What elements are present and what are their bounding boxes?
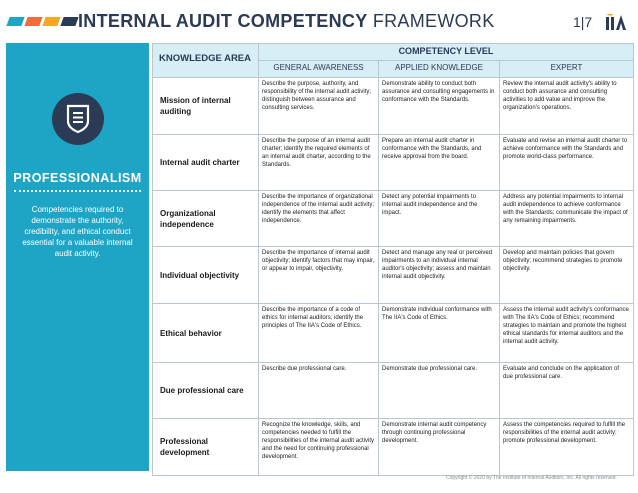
copyright-footer: Copyright © 2020 by The Institute of Internal Auditors, Inc. All rights reserved. [446, 475, 617, 481]
applied-knowledge-cell: Detect any potential impairments to internal audit independence and the impact. [379, 191, 500, 247]
general-awareness-cell: Describe the purpose, authority, and responsibility of the internal audit activity; distinguish between assurance and consulting services. [259, 78, 379, 135]
iia-logo-icon [603, 12, 629, 32]
knowledge-area: Ethical behavior [153, 304, 259, 363]
level-applied-header: APPLIED KNOWLEDGE [379, 61, 500, 78]
expert-cell: Review the internal audit activity's ability to conduct both assurance and consulting activities to add value and improve the organization's operations. [500, 78, 634, 135]
dotted-divider [14, 190, 141, 192]
knowledge-area: Mission of internal auditing [153, 78, 259, 135]
general-awareness-cell: Describe the importance of internal audit objectivity; identify factors that may impair, or appear to impair, objectivity. [259, 247, 379, 304]
page-header [0, 0, 638, 40]
knowledge-area: Professional development [153, 419, 259, 476]
stripe-blue [6, 17, 24, 26]
side-description: Competencies required to demonstrate the authority, credibility, and ethical conduct essential for a valuable internal audit activity. [22, 205, 133, 258]
side-title: PROFESSIONALISM [13, 171, 142, 185]
level-expert-header: EXPERT [500, 61, 634, 78]
expert-cell: Address any potential impairments to internal audit independence to achieve conformance with the Standards; communicate the impact of any remaining impairments. [500, 191, 634, 247]
table-row [153, 247, 634, 304]
title-light: FRAMEWORK [372, 11, 495, 31]
expert-cell: Assess the competencies required to fulfill the responsibilities of the internal audit activity; promote professional development. [500, 419, 634, 476]
knowledge-area: Organizational independence [153, 191, 259, 247]
applied-knowledge-cell: Detect and manage any real or perceived impairments to an individual internal auditor's objectivity; assess and maintain internal audit objectivity. [379, 247, 500, 304]
competency-level-header: COMPETENCY LEVEL [259, 44, 634, 61]
table-row [153, 304, 634, 363]
applied-knowledge-cell: Demonstrate individual conformance with The IIA's Code of Ethics. [379, 304, 500, 363]
table-row [153, 191, 634, 247]
expert-cell: Develop and maintain policies that govern objectivity; recommend strategies to promote objectivity. [500, 247, 634, 304]
knowledge-area: Individual objectivity [153, 247, 259, 304]
table-row [153, 363, 634, 419]
general-awareness-cell: Recognize the knowledge, skills, and competencies needed to fulfill the responsibilities of the internal audit activity and the need for continuing professional development. [259, 419, 379, 476]
stripe-orange [24, 17, 42, 26]
general-awareness-cell: Describe the importance of organizational independence of the internal audit activity; identify the elements that affect independence. [259, 191, 379, 247]
professionalism-panel [6, 43, 149, 471]
knowledge-area: Due professional care [153, 363, 259, 419]
knowledge-area-header: KNOWLEDGE AREA [153, 44, 259, 78]
shield-badge [52, 93, 104, 145]
table-row [153, 419, 634, 476]
table-row [153, 135, 634, 191]
title-bold: INTERNAL AUDIT COMPETENCY [78, 11, 368, 31]
applied-knowledge-cell: Demonstrate internal audit competency through continuing professional development. [379, 419, 500, 476]
shield-document-icon [64, 104, 92, 134]
applied-knowledge-cell: Demonstrate ability to conduct both assurance and consulting engagements in conformance with the Standards. [379, 78, 500, 135]
page-number: 1|7 [573, 14, 593, 30]
applied-knowledge-cell: Prepare an internal audit charter in conformance with the Standards, and receive approval from the board. [379, 135, 500, 191]
general-awareness-cell: Describe the importance of a code of ethics for internal auditors; identify the principles of The IIA's Code of Ethics. [259, 304, 379, 363]
knowledge-area: Internal audit charter [153, 135, 259, 191]
applied-knowledge-cell: Demonstrate due professional care. [379, 363, 500, 419]
expert-cell: Assess the internal audit activity's conformance with The IIA's Code of Ethics; recommend strategies to maintain and promote the highest ethical standards for internal auditors and the internal audit activity. [500, 304, 634, 363]
table-row [153, 78, 634, 135]
expert-cell: Evaluate and conclude on the application of due professional care. [500, 363, 634, 419]
expert-cell: Evaluate and revise an internal audit charter to achieve conformance with the Standards and promote world-class performance. [500, 135, 634, 191]
general-awareness-cell: Describe due professional care. [259, 363, 379, 419]
competency-table [152, 43, 634, 476]
brand-stripes [8, 17, 77, 26]
stripe-yellow [42, 17, 60, 26]
page-title [78, 11, 495, 32]
general-awareness-cell: Describe the purpose of an internal audit charter; identify the required elements of an internal audit charter, according to the Standards. [259, 135, 379, 191]
level-general-header: GENERAL AWARENESS [259, 61, 379, 78]
stripe-navy [60, 17, 78, 26]
